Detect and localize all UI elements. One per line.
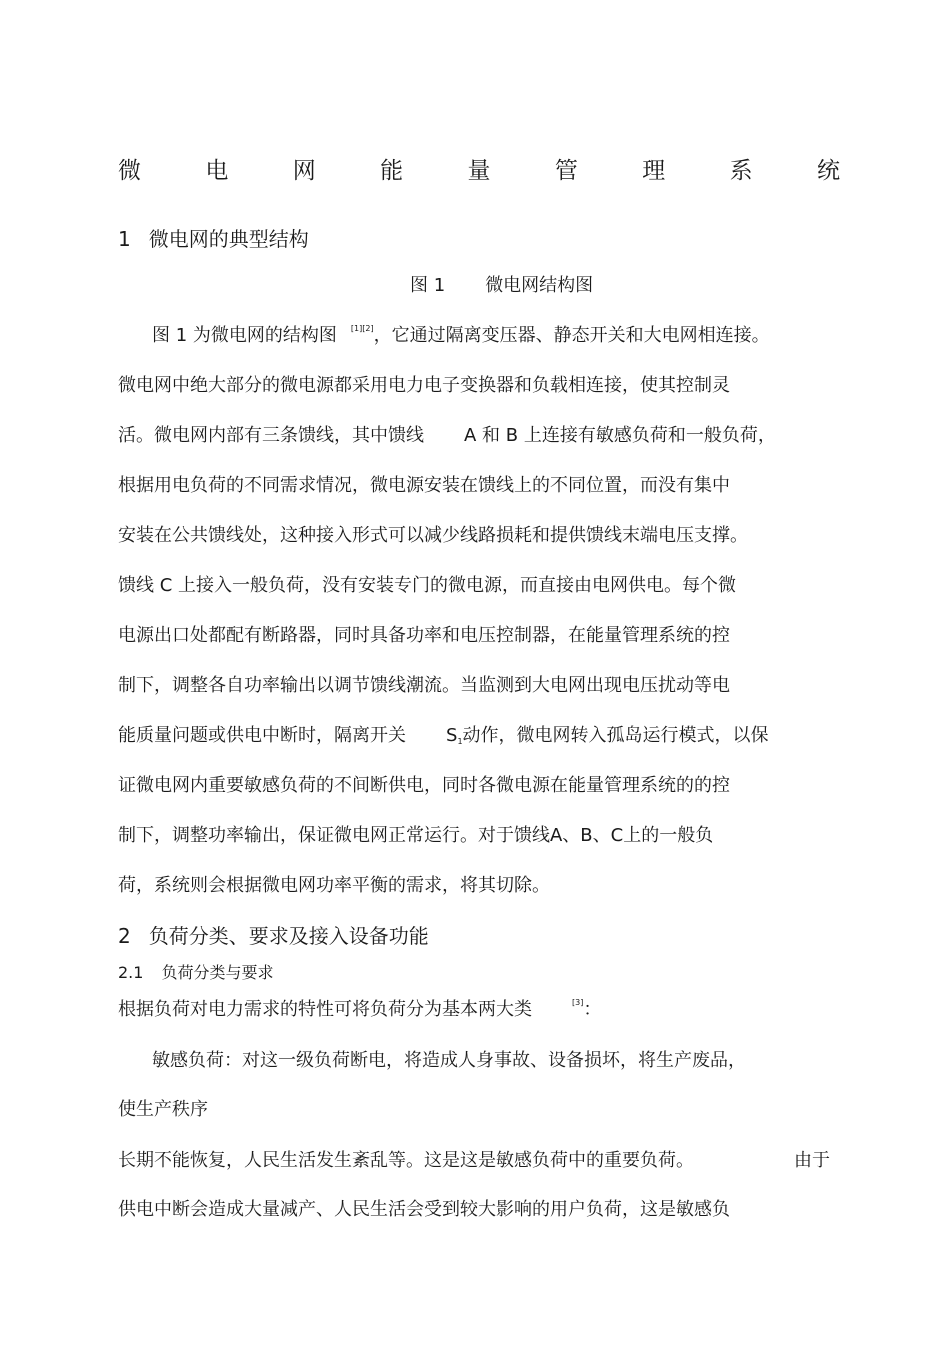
title-char: 能 [380,158,404,184]
title-char: 量 [467,158,491,184]
citation-ref: [1][2] [350,324,374,333]
title-char: 管 [554,158,578,184]
title-char: 微 [118,158,141,184]
paragraph-line: 根据用电负荷的不同需求情况，微电源安装在馈线上的不同位置，而没有集中 [118,475,730,496]
section-1-heading [118,227,309,251]
citation-ref: [3] [572,998,584,1007]
paragraph-line [118,998,601,1022]
paragraph-line: 荷，系统则会根据微电网功率平衡的需求，将其切除。 [118,875,550,896]
section-number: 2 [118,924,131,948]
paragraph-line [118,424,776,448]
document-title [118,156,840,186]
section-title: 负荷分类、要求及接入设备功能 [148,924,429,948]
paragraph-line: 安装在公共馈线处，这种接入形式可以减少线路损耗和提供馈线末端电压支撑。 [118,525,748,546]
title-char: 理 [642,158,666,184]
title-char: 系 [729,158,753,184]
text-run: 根据负荷对电力需求的特性可将负荷分为基本两大类 [118,999,532,1020]
paragraph-line: 电源出口处都配有断路器，同时具备功率和电压控制器，在能量管理系统的控 [118,625,730,646]
subsection-title: 负荷分类与要求 [161,963,274,982]
section-2-heading [118,924,429,948]
title-char: 统 [817,158,840,184]
text-run: 能质量问题或供电中断时，隔离开关 [118,725,406,746]
paragraph-line: 长期不能恢复，人民生活发生紊乱等。这是这是敏感负荷中的重要负荷。 [118,1150,694,1171]
text-run: A 和 B 上连接有敏感负荷和一般负荷， [464,425,776,446]
text-run: 活。微电网内部有三条馈线，其中馈线 [118,425,424,446]
paragraph-line: 制下，调整功率输出，保证微电网正常运行。对于馈线A、B、C上的一般负 [118,825,714,846]
section-title: 微电网的典型结构 [148,227,309,251]
paragraph-line: 敏感负荷：对这一级负荷断电，将造成人身事故、设备损坏，将生产废品， [152,1050,746,1071]
text-run: ： [583,999,602,1020]
paragraph-line: 证微电网内重要敏感负荷的不间断供电，同时各微电源在能量管理系统的的控 [118,775,730,796]
paragraph-line: 制下，调整各自功率输出以调节馈线潮流。当监测到大电网出现电压扰动等电 [118,675,730,696]
title-char: 电 [205,158,229,184]
switch-subscript: 1 [457,737,463,746]
text-run: ，它通过隔离变压器、静态开关和大电网相连接。 [373,325,770,346]
text-run: 动作，微电网转入孤岛运行模式，以保 [462,725,769,746]
figure-title: 微电网结构图 [485,275,594,296]
subsection-2-1-heading [118,961,273,985]
subsection-number: 2.1 [118,963,144,982]
paragraph-line: 供电中断会造成大量减产、人民生活会受到较大影响的用户负荷，这是敏感负 [118,1199,730,1220]
title-char: 网 [292,158,316,184]
section-number: 1 [118,227,131,251]
text-run: 图 1 为微电网的结构图 [152,325,337,346]
paragraph-line-tail: 由于 [794,1150,830,1171]
paragraph-line: 微电网中绝大部分的微电源都采用电力电子变换器和负载相连接，使其控制灵 [118,375,730,396]
figure-caption [410,274,593,298]
paragraph-line [152,324,770,348]
paragraph-line: 使生产秩序 [118,1099,208,1120]
switch-symbol: S [446,725,458,746]
figure-label: 图 1 [410,275,446,296]
paragraph-line [118,724,769,748]
paragraph-line: 馈线 C 上接入一般负荷，没有安装专门的微电源，而直接由电网供电。每个微 [118,575,737,596]
